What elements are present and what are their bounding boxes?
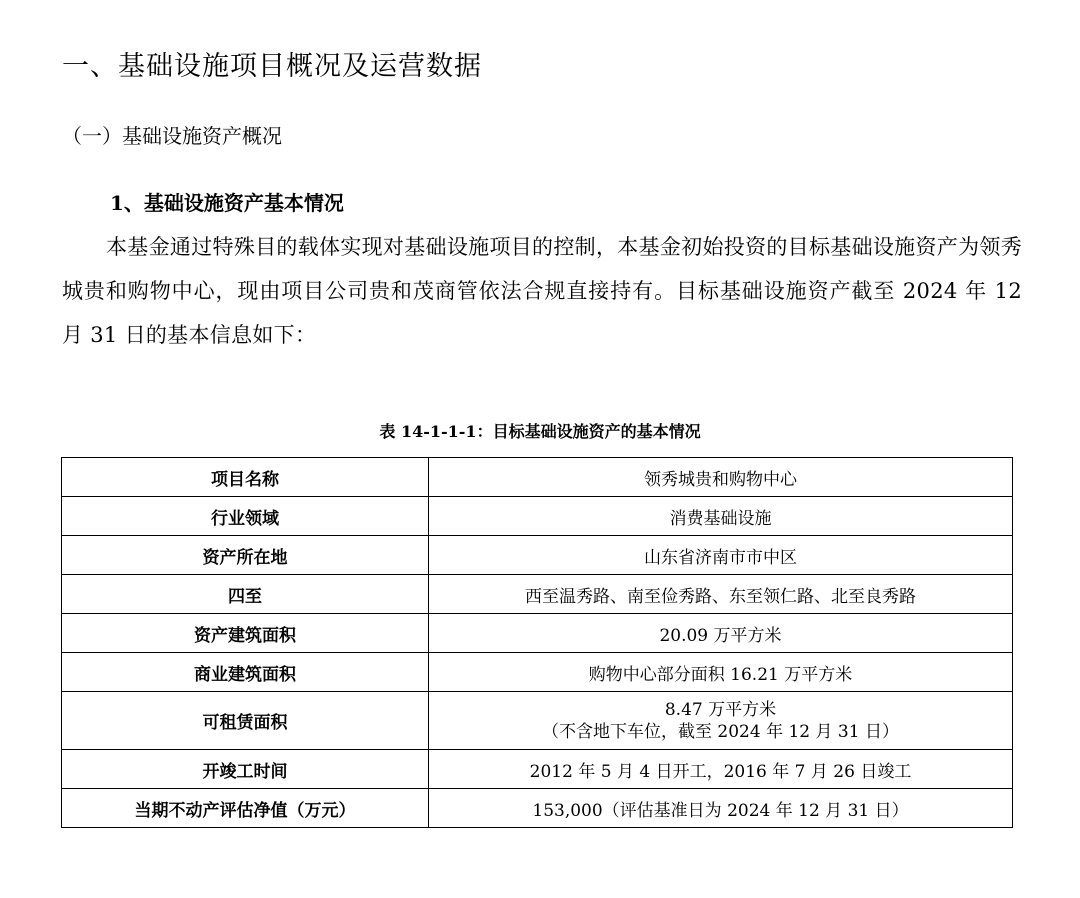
row-value: 20.09 万平方米 bbox=[429, 614, 1013, 653]
table-row bbox=[62, 789, 1013, 828]
row-label: 资产所在地 bbox=[62, 536, 429, 575]
row-label: 项目名称 bbox=[62, 458, 429, 497]
row-value: 购物中心部分面积 16.21 万平方米 bbox=[429, 653, 1013, 692]
table-row bbox=[62, 692, 1013, 750]
row-label: 四至 bbox=[62, 575, 429, 614]
row-label: 商业建筑面积 bbox=[62, 653, 429, 692]
table-row bbox=[62, 497, 1013, 536]
subsection-heading: （一）基础设施资产概况 bbox=[62, 124, 282, 148]
row-label: 资产建筑面积 bbox=[62, 614, 429, 653]
row-label: 开竣工时间 bbox=[62, 750, 429, 789]
row-value: 2012 年 5 月 4 日开工，2016 年 7 月 26 日竣工 bbox=[429, 750, 1013, 789]
row-label: 行业领域 bbox=[62, 497, 429, 536]
row-value bbox=[429, 692, 1013, 750]
table-row bbox=[62, 458, 1013, 497]
row-value-line1: 8.47 万平方米 bbox=[664, 699, 777, 720]
table-row bbox=[62, 536, 1013, 575]
row-value: 领秀城贵和购物中心 bbox=[429, 458, 1013, 497]
table-row bbox=[62, 614, 1013, 653]
row-value: 山东省济南市市中区 bbox=[429, 536, 1013, 575]
body-paragraph: 本基金通过特殊目的载体实现对基础设施项目的控制，本基金初始投资的目标基础设施资产为领秀城贵和购物中心，现由项目公司贵和茂商管依法合规直接持有。目标基础设施资产截至 2024 年 12 月 31 日的基本信息如下： bbox=[62, 235, 1022, 347]
row-value: 153,000（评估基准日为 2024 年 12 月 31 日） bbox=[429, 789, 1013, 828]
row-value-line2: （不含地下车位，截至 2024 年 12 月 31 日） bbox=[542, 721, 899, 742]
sub-subsection-heading: 1、基础设施资产基本情况 bbox=[110, 191, 344, 215]
table-row bbox=[62, 653, 1013, 692]
asset-info-table bbox=[61, 457, 1013, 828]
table-row bbox=[62, 750, 1013, 789]
row-label: 可租赁面积 bbox=[62, 692, 429, 750]
row-value: 西至温秀路、南至俭秀路、东至领仁路、北至良秀路 bbox=[429, 575, 1013, 614]
section-heading: 一、基础设施项目概况及运营数据 bbox=[62, 51, 482, 82]
row-value: 消费基础设施 bbox=[429, 497, 1013, 536]
table-row bbox=[62, 575, 1013, 614]
table-caption: 表 14-1-1-1：目标基础设施资产的基本情况 bbox=[379, 422, 701, 441]
row-label: 当期不动产评估净值（万元） bbox=[62, 789, 429, 828]
